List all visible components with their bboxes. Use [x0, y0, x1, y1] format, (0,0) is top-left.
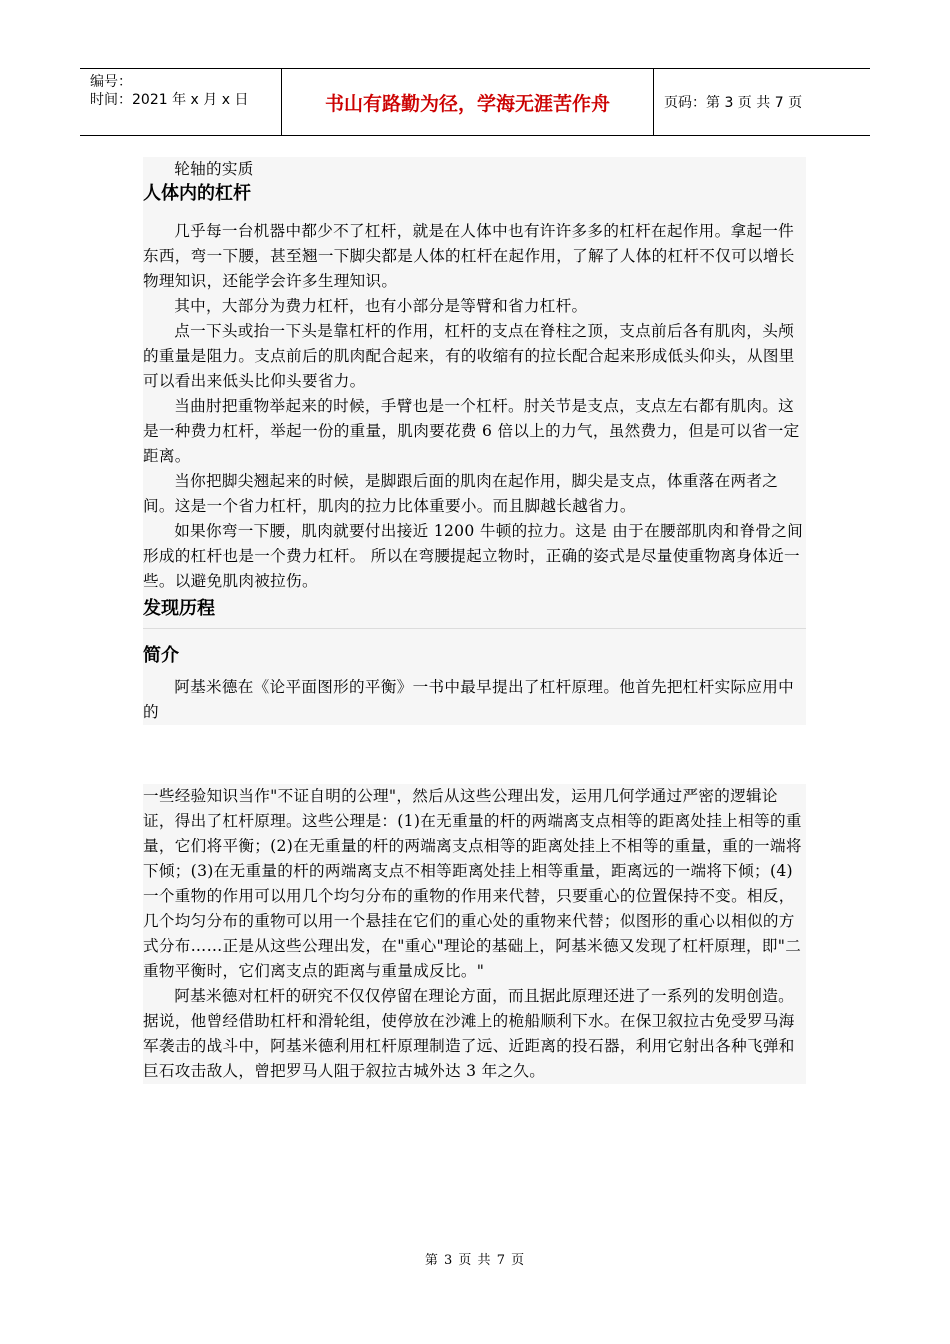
header-meta	[80, 69, 282, 135]
section-history-continued	[143, 784, 806, 1084]
paragraph: 阿基米德在《论平面图形的平衡》一书中最早提出了杠杆原理。他首先把杠杆实际应用中的	[143, 678, 795, 721]
paragraph: 当曲肘把重物举起来的时候，手臂也是一个杠杆。肘关节是支点，支点左右都有肌肉。这是一种费力杠杆，举起一份的重量，肌肉要花费 6 倍以上的力气，虽然费力，但是可以省一定距离。	[143, 397, 800, 465]
paragraph: 如果你弯一下腰，肌肉就要付出接近 1200 牛顿的拉力。这是 由于在腰部肌肉和脊骨之间形成的杠杆也是一个费力杠杆。 所以在弯腰提起立物时，正确的姿式是尽量使重物离身体近一 些。以避免肌肉被拉伤。	[143, 522, 804, 590]
document-number-label: 编号：	[90, 74, 132, 90]
paragraph: 几乎每一台机器中都少不了杠杆，就是在人体中也有许许多多的杠杆在起作用。拿起一件东西，弯一下腰，甚至翘一下脚尖都是人体的杠杆在起作用，了解了人体的杠杆不仅可以增长物理知识，还能学会许多生理知识。	[143, 222, 795, 290]
section-heading: 人体内的杠杆	[143, 183, 251, 204]
section-human-levers	[143, 157, 806, 725]
page-header	[80, 68, 870, 136]
paragraph: 阿基米德对杠杆的研究不仅仅停留在理论方面，而且据此原理还进了一系列的发明创造。据说，他曾经借助杠杆和滑轮组，使停放在沙滩上的桅船顺利下水。在保卫叙拉古免受罗马海军袭击的战斗中，阿基米德利用杠杆原理制造了远、近距离的投石器，利用它射出各种飞弹和巨石攻击敌人，曾把罗马人阻于叙拉古城外达 3 年之久。	[143, 987, 795, 1080]
paragraph: 一些经验知识当作"不证自明的公理"，然后从这些公理出发，运用几何学通过严密的逻辑论证，得出了杠杆原理。这些公理是：(1)在无重量的杆的两端离支点相等的距离处挂上相等的重量，它们将平衡；(2)在无重量的杆的两端离支点相等的距离处挂上不相等的重量，重的一端将下倾；(3)在无重量的杆的两端离支点不相等距离处挂上相等重量，距离远的一端将下倾；(4)一个重物的作用可以用几个均匀分布的重物的作用来代替，只要重心的位置保持不变。相反，几个均匀分布的重物可以用一个悬挂在它们的重心处的重物来代替；似图形的重心以相似的方式分布……正是从这些公理出发，在"重心"理论的基础上，阿基米德又发现了杠杆原理，即"二重物平衡时，它们离支点的距离与重量成反比。"	[143, 787, 802, 980]
header-motto: 书山有路勤为径，学海无涯苦作舟	[282, 69, 654, 135]
paragraph: 其中，大部分为费力杠杆，也有小部分是等臂和省力杠杆。	[174, 297, 588, 315]
document-time-label: 时间：2021 年 x 月 x 日	[90, 92, 249, 108]
paragraph: 点一下头或抬一下头是靠杠杆的作用，杠杆的支点在脊柱之顶，支点前后各有肌肉，头颅的重量是阻力。支点前后的肌肉配合起来，有的收缩有的拉长配合起来形成低头仰头，从图里可以看出来低头比仰头要省力。	[143, 322, 795, 390]
image-caption: 轮轴的实质	[174, 160, 254, 178]
page-footer: 第 3 页 共 7 页	[424, 1253, 526, 1268]
header-page-code: 页码：第 3 页 共 7 页	[664, 95, 803, 111]
section-heading: 发现历程	[143, 598, 215, 619]
subsection-heading: 简介	[143, 645, 179, 666]
paragraph: 当你把脚尖翘起来的时候，是脚跟后面的肌肉在起作用，脚尖是支点，体重落在两者之间。这是一个省力杠杆，肌肉的拉力比体重要小。而且脚越长越省力。	[143, 472, 779, 515]
